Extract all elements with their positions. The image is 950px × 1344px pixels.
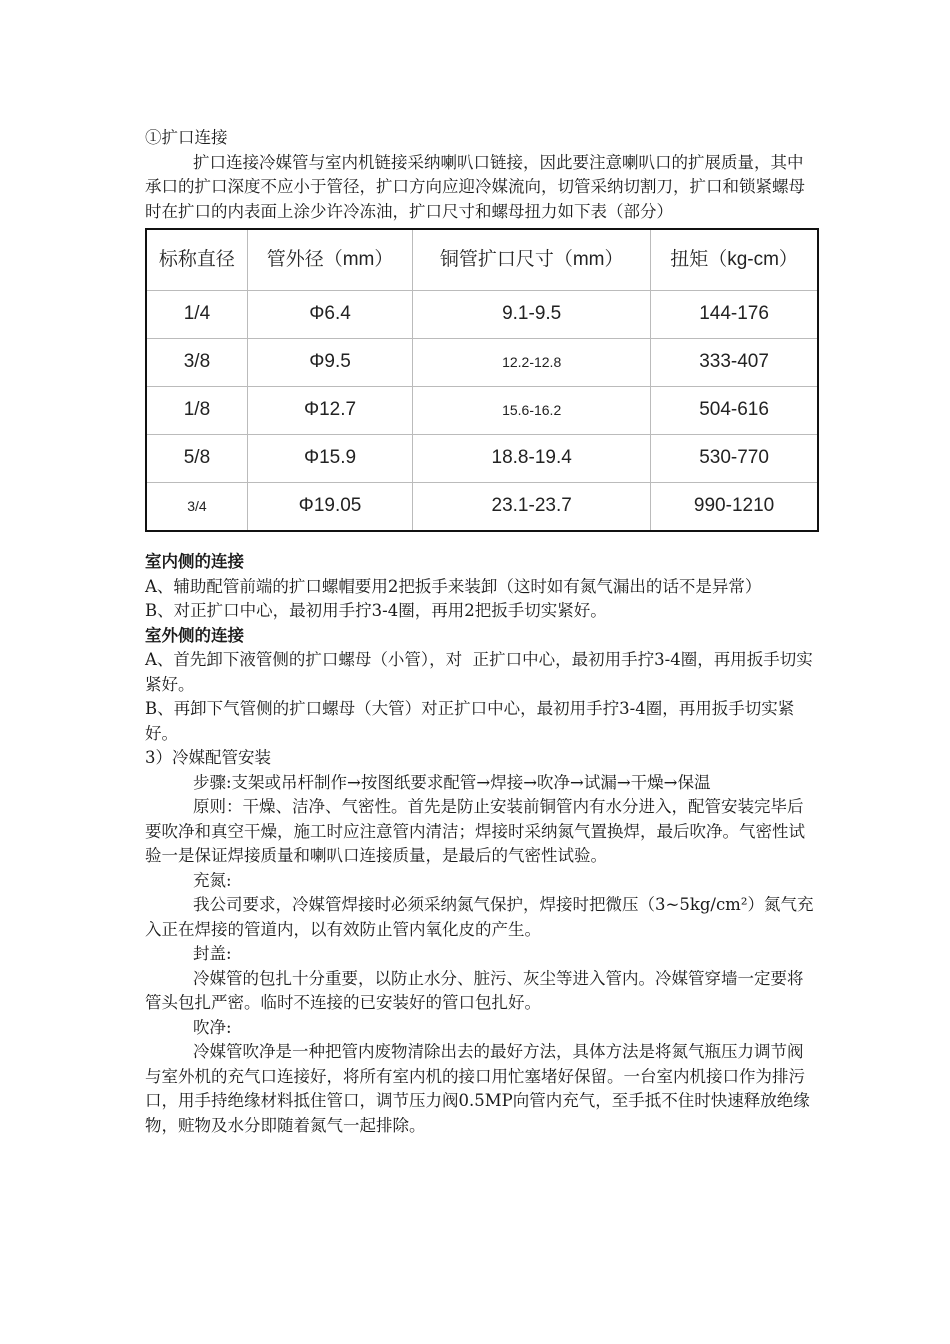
header-nominal-diameter: 标称直径 (146, 229, 247, 291)
table-cell: 530-770 (651, 435, 818, 483)
table-cell: 144-176 (651, 291, 818, 339)
table-cell: 12.2-12.8 (413, 339, 651, 387)
cap-label: 封盖: (193, 944, 232, 963)
install-principle: 原则：干燥、洁净、气密性。首先是防止安装前铜管内有水分进入，配管安装完毕后要吹净和真空干燥，施工时应注意管内清洁；焊接时采纳氮气置换焊，最后吹净。气密性试验一是保证焊接质量和喇叭口连接质量，是最后的气密性试验。 (145, 797, 805, 865)
table-cell: 1/4 (146, 291, 247, 339)
nitrogen-text: 我公司要求，冷媒管焊接时必须采纳氮气保护，焊接时把微压（3~5kg/cm²）氮气充入正在焊接的管道内，以有效防止管内氧化皮的产生。 (145, 895, 814, 939)
table-cell: 3/4 (146, 483, 247, 532)
outdoor-step-a: A、首先卸下液管侧的扩口螺母（小管），对 正扩口中心，最初用手拧3-4圈，再用扳手切实紧好。 (145, 650, 813, 694)
table-cell: Φ15.9 (247, 435, 412, 483)
flare-spec-table (145, 228, 819, 532)
table-cell: 1/8 (146, 387, 247, 435)
purge-text: 冷媒管吹净是一种把管内废物清除出去的最好方法，具体方法是将氮气瓶压力调节阀与室外机的充气口连接好，将所有室内机的接口用忙塞堵好保留。一台室内机接口作为排污口，用手持绝缘材料抵住管口，调节压力阀0.5MP向管内充气，至手抵不住时快速释放绝缘物，赃物及水分即随着氮气一起排除。 (145, 1042, 810, 1135)
table-cell: Φ9.5 (247, 339, 412, 387)
table-cell: 5/8 (146, 435, 247, 483)
outdoor-heading: 室外侧的连接 (145, 625, 244, 645)
section-title: ①扩口连接 (145, 128, 228, 147)
table-cell: Φ6.4 (247, 291, 412, 339)
header-flare-size: 铜管扩口尺寸（mm） (413, 229, 651, 291)
table-cell: 23.1-23.7 (413, 483, 651, 532)
intro-paragraph: 扩口连接冷媒管与室内机链接采纳喇叭口链接，因此要注意喇叭口的扩展质量，其中承口的扩口深度不应小于管径，扩口方向应迎冷媒流向，切管采纳切割刀，扩口和锁紧螺母时在扩口的内表面上涂少许冷冻油，扩口尺寸和螺母扭力如下表（部分） (145, 152, 805, 221)
outdoor-step-b: B、再卸下气管侧的扩口螺母（大管）对正扩口中心，最初用手拧3-4圈，再用扳手切实紧好。 (145, 699, 795, 743)
table-header-row (146, 229, 818, 291)
table-cell: 18.8-19.4 (413, 435, 651, 483)
indoor-heading: 室内侧的连接 (145, 552, 244, 571)
indoor-step-b: B、对正扩口中心，最初用手拧3-4圈，再用2把扳手切实紧好。 (145, 601, 607, 620)
table-cell: 504-616 (651, 387, 818, 435)
header-torque: 扭矩（kg-cm） (651, 229, 818, 291)
indoor-step-a: A、辅助配管前端的扩口螺帽要用2把扳手来装卸（这时如有氮气漏出的话不是异常） (145, 576, 762, 596)
table-cell: 333-407 (651, 339, 818, 387)
table-cell: 9.1-9.5 (413, 291, 651, 339)
table-cell: Φ12.7 (247, 387, 412, 435)
table-cell: 990-1210 (693, 495, 775, 517)
nitrogen-label: 充氮: (193, 870, 232, 890)
cap-text: 冷媒管的包扎十分重要，以防止水分、脏污、灰尘等进入管内。冷媒管穿墙一定要将管头包扎严密。临时不连接的已安装好的管口包扎好。 (145, 968, 804, 1012)
spacer (145, 532, 817, 550)
install-heading: 3）冷媒配管安装 (145, 748, 271, 767)
install-steps: 步骤:支架或吊杆制作→按图纸要求配管→焊接→吹净→试漏→干燥→保温 (193, 772, 711, 792)
table-row (146, 435, 818, 483)
document-page (145, 126, 817, 1138)
table-row (146, 291, 818, 339)
purge-label: 吹净: (193, 1017, 232, 1037)
table-cell: 15.6-16.2 (413, 387, 651, 435)
table-row (146, 387, 818, 435)
header-outer-diameter: 管外径（mm） (247, 229, 412, 291)
table-cell: Φ19.05 (247, 483, 412, 532)
table-row (146, 339, 818, 387)
table-cell: 3/8 (146, 339, 247, 387)
table-row (146, 483, 818, 532)
